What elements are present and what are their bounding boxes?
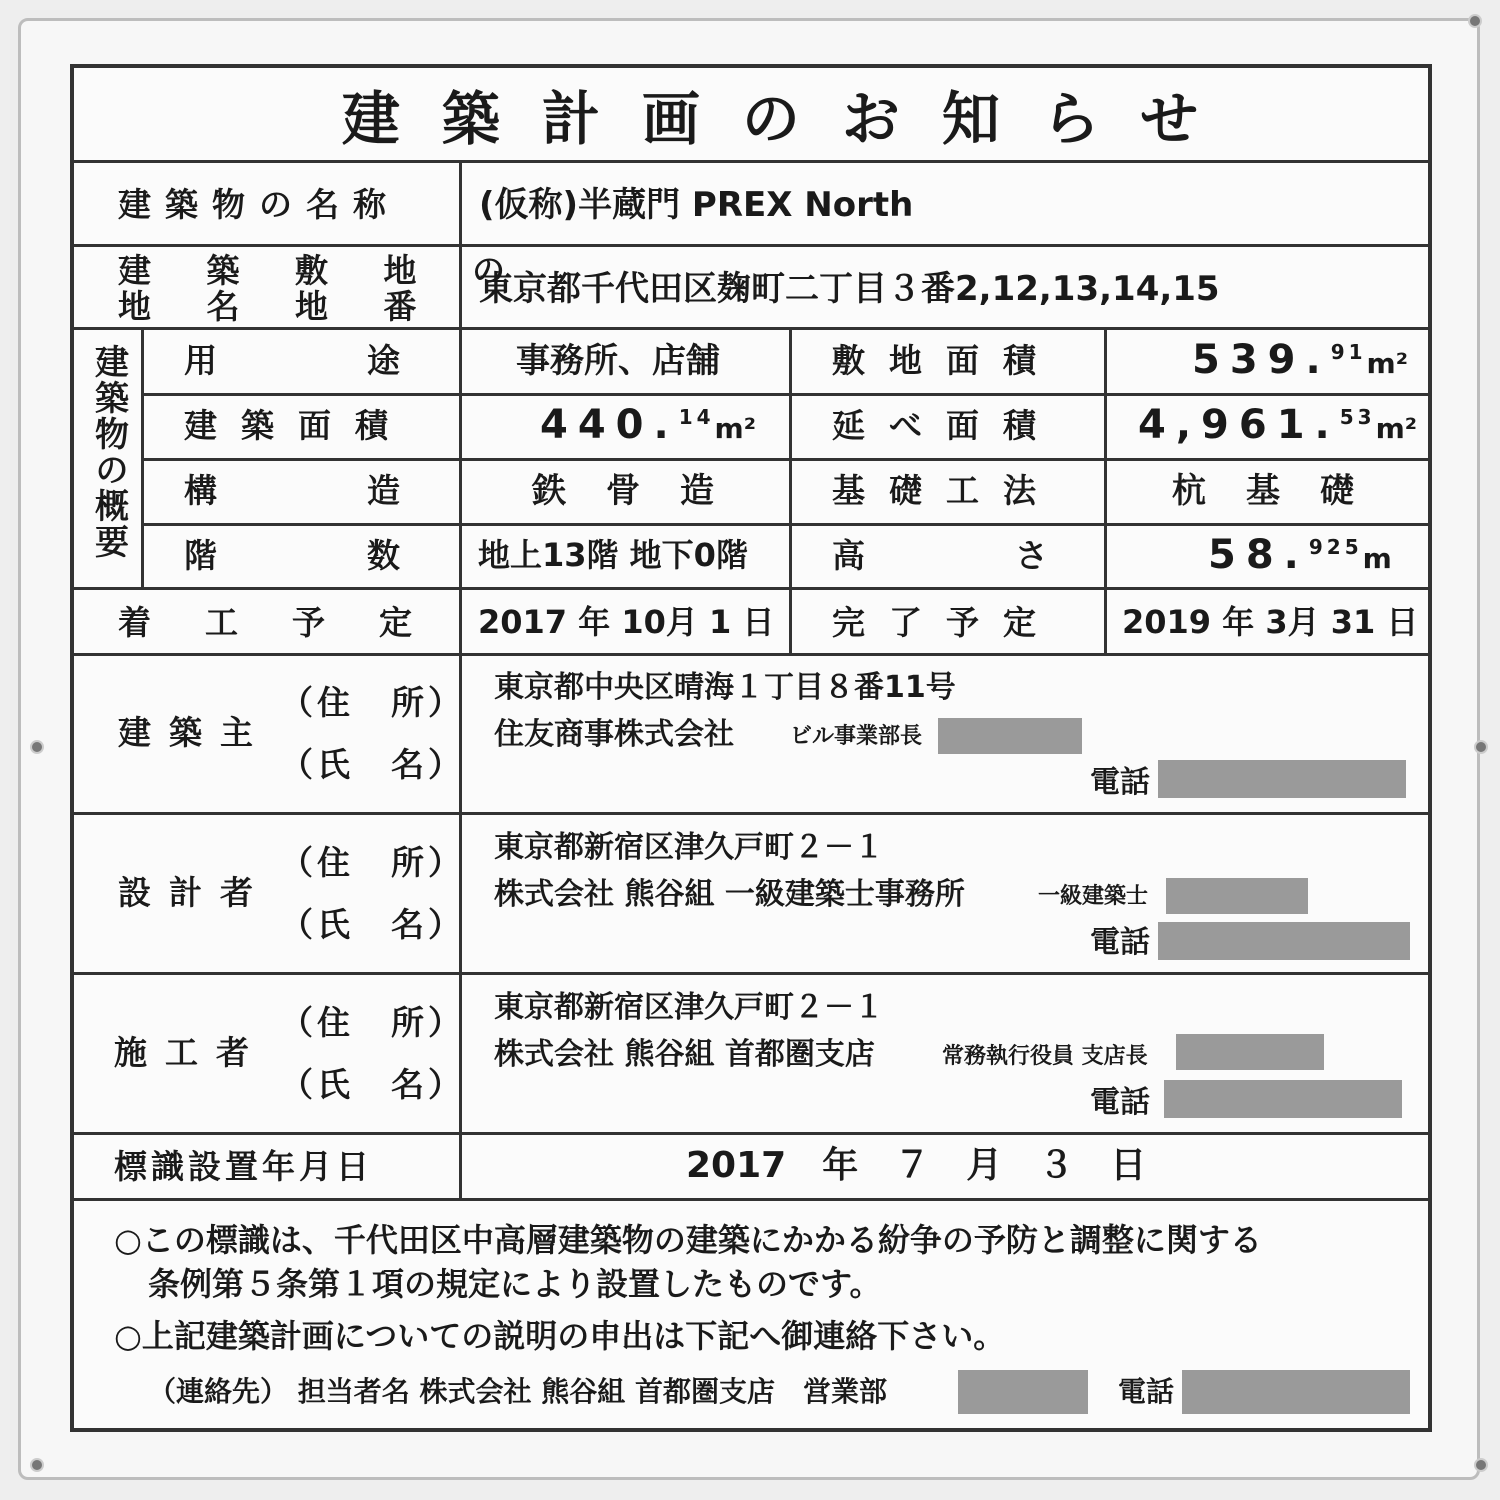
designer-company: 株式会社 熊谷組 一級建築士事務所 [494, 877, 965, 912]
site-address-value: 東京都千代田区麹町二丁目３番2,12,13,14,15 [479, 269, 1220, 309]
site-area-int: 539. [1192, 337, 1331, 383]
redacted-phone [1182, 1370, 1410, 1414]
designer-phone-label: 電話 [1090, 925, 1150, 960]
finish-label: 完了予定 [832, 603, 1060, 642]
floors-label: 階数 [184, 536, 550, 575]
note-line-3: ○上記建築計画についての説明の申出は下記へ御連絡下さい。 [114, 1317, 1006, 1355]
contact-phone-label: 電話 [1118, 1375, 1175, 1408]
site-label-line1: 建 築 敷 地 の [118, 251, 527, 290]
summary-label-text: 建築物の概要 [88, 344, 129, 560]
height-int: 58. [1208, 532, 1309, 578]
use-value: 事務所、店舗 [516, 341, 720, 381]
height-unit: m [1362, 542, 1392, 575]
redacted-phone [1164, 1080, 1402, 1118]
height-dec: 925 [1308, 535, 1363, 559]
floors-value: 地上13階 地下0階 [478, 536, 748, 574]
floor-area-label: 延べ面積 [832, 406, 1060, 445]
floor-area-value [1138, 402, 1418, 448]
screw-icon [30, 1458, 44, 1472]
start-label: 着工予定 [118, 603, 466, 642]
owner-company: 住友商事株式会社 [494, 717, 734, 752]
start-value: 2017 年 10月 1 日 [478, 603, 775, 641]
screw-icon [30, 740, 44, 754]
contractor-name-label: （氏 名） [280, 1065, 465, 1104]
floor-area-unit: m² [1375, 412, 1418, 445]
building-name-value: (仮称)半蔵門 PREX North [479, 185, 914, 225]
floor-area-int: 4,961. [1138, 402, 1340, 448]
note-line-2: 条例第５条第１項の規定により設置したものです。 [148, 1265, 882, 1303]
summary-label [88, 344, 128, 574]
site-area-value [1192, 337, 1408, 383]
building-area-dec: 14 [678, 405, 715, 429]
owner-title: ビル事業部長 [790, 724, 923, 749]
redacted-phone [1158, 760, 1406, 798]
contractor-company: 株式会社 熊谷組 首都圏支店 [494, 1037, 875, 1072]
site-area-unit: m² [1366, 347, 1408, 380]
designer-label: 設計者 [118, 873, 271, 912]
redacted-name [1166, 878, 1308, 914]
site-area-label: 敷地面積 [832, 341, 1060, 380]
structure-value: 鉄骨造 [532, 471, 754, 511]
posted-value: 2017 年 ７ 月 ３ 日 [686, 1145, 1147, 1186]
building-area-int: 440. [540, 402, 679, 448]
finish-value: 2019 年 3月 31 日 [1122, 603, 1419, 641]
foundation-label: 基礎工法 [832, 471, 1060, 510]
use-label: 用途 [184, 341, 550, 380]
owner-address-label: （住 所） [280, 683, 465, 722]
owner-label: 建築主 [118, 713, 271, 752]
designer-title: 一級建築士 [1038, 884, 1149, 909]
building-name-label: 建築物の名称 [118, 185, 400, 224]
designer-address: 東京都新宿区津久戸町２－１ [494, 830, 884, 865]
building-area-value [540, 402, 756, 448]
contact-line: （連絡先） 担当者名 株式会社 熊谷組 首都圏支店 営業部 [148, 1375, 887, 1408]
structure-label: 構造 [184, 471, 550, 510]
contractor-phone-label: 電話 [1090, 1085, 1150, 1120]
posted-label: 標識設置年月日 [114, 1147, 373, 1186]
height-value [1208, 532, 1392, 578]
notice-sheet [70, 64, 1432, 1432]
contractor-title: 常務執行役員 支店長 [942, 1044, 1148, 1069]
building-area-label: 建築面積 [184, 406, 412, 445]
foundation-value: 杭基礎 [1172, 471, 1394, 511]
site-area-dec: 91 [1330, 340, 1367, 364]
owner-address: 東京都中央区晴海１丁目８番11号 [494, 670, 956, 705]
page-title: 建築計画のお知らせ [341, 85, 1241, 153]
screw-icon [1468, 14, 1482, 28]
site-label-line2: 地 名 地 番 [118, 287, 439, 326]
note-line-1: ○この標識は、千代田区中高層建築物の建築にかかる紛争の予防と調整に関する [114, 1221, 1262, 1259]
screw-icon [1474, 740, 1488, 754]
contractor-label: 施工者 [114, 1033, 267, 1072]
floor-area-dec: 53 [1339, 405, 1376, 429]
building-area-unit: m² [714, 412, 756, 445]
owner-phone-label: 電話 [1090, 765, 1150, 800]
owner-name-label: （氏 名） [280, 745, 465, 784]
redacted-name [958, 1370, 1088, 1414]
contractor-address-label: （住 所） [280, 1003, 465, 1042]
redacted-name [938, 718, 1082, 754]
designer-name-label: （氏 名） [280, 905, 465, 944]
height-label: 高さ [832, 536, 1198, 575]
screw-icon [1474, 1458, 1488, 1472]
redacted-name [1176, 1034, 1324, 1070]
redacted-phone [1158, 922, 1410, 960]
designer-address-label: （住 所） [280, 843, 465, 882]
contractor-address: 東京都新宿区津久戸町２－１ [494, 990, 884, 1025]
